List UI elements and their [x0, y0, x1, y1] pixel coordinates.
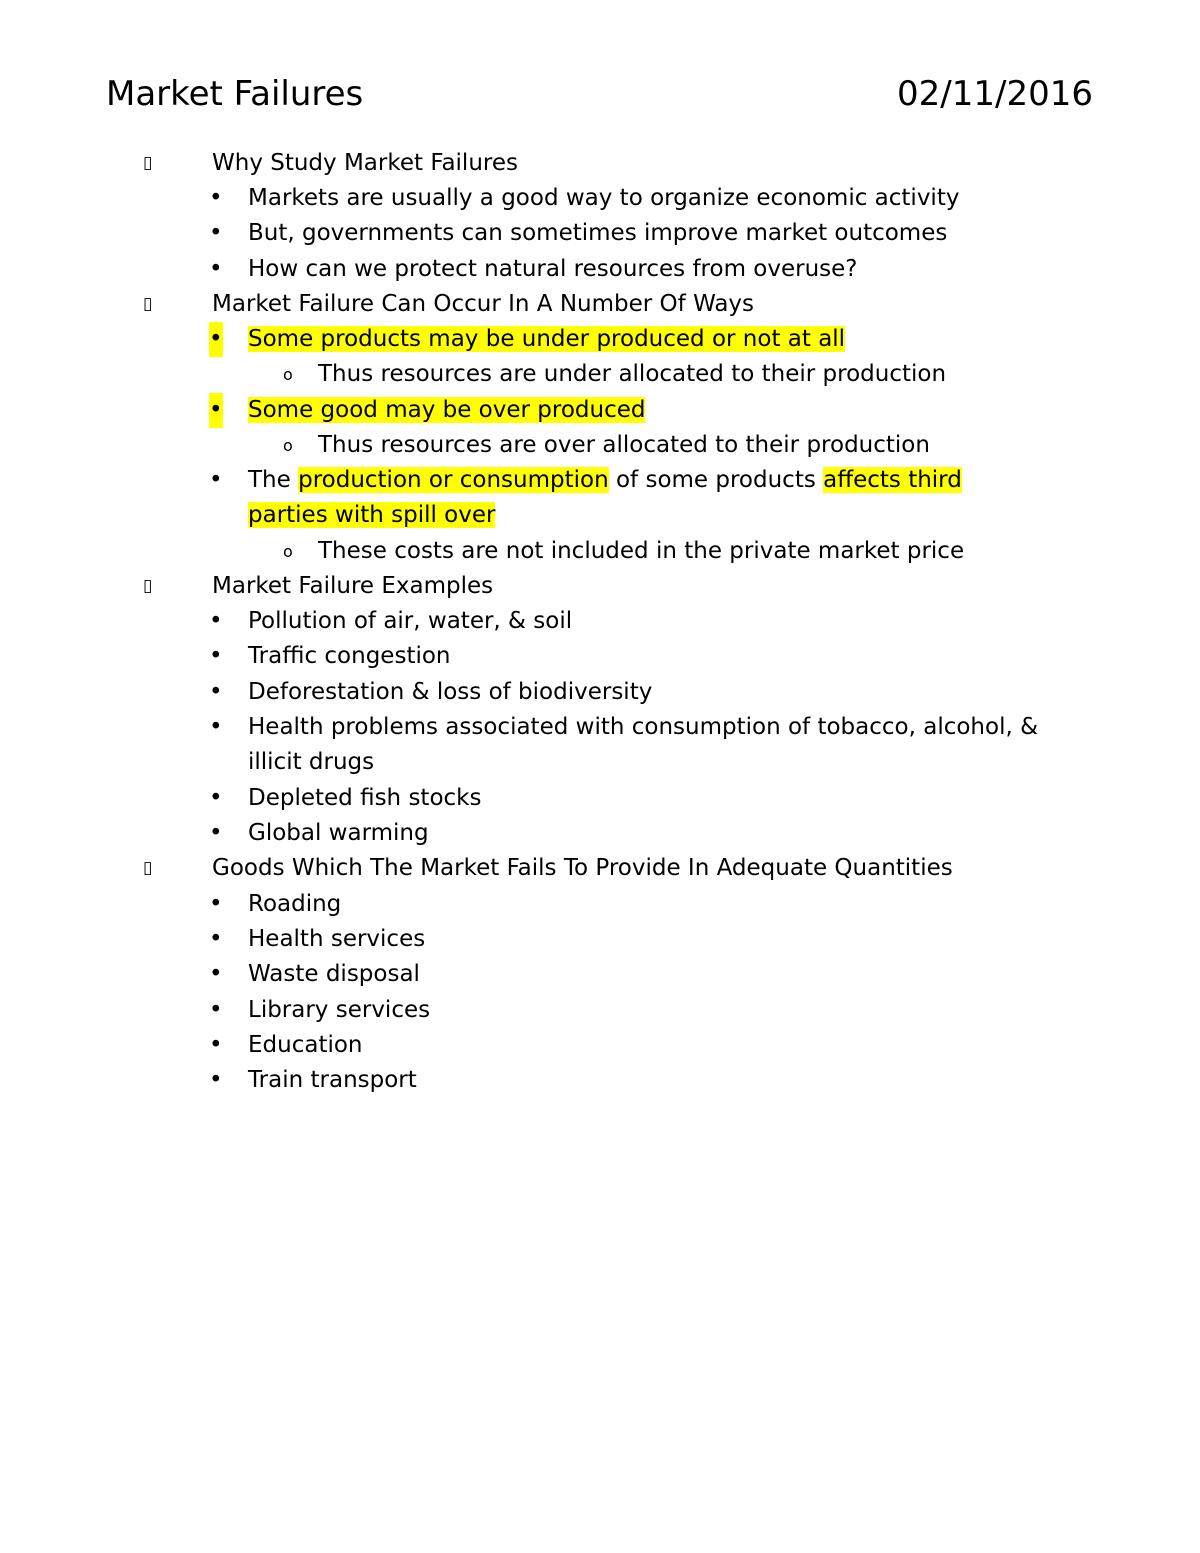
document-title: Market Failures	[106, 74, 364, 114]
section-heading: Goods Which The Market Fails To Provide In Adequate Quantities	[212, 855, 953, 881]
section-heading: Why Study Market Failures	[212, 150, 518, 176]
list-item: How can we protect natural resources from overuse?	[248, 256, 858, 282]
section-marker-icon: ▯	[143, 153, 153, 173]
bullet-icon: •	[209, 1067, 223, 1093]
list-item: Library services	[248, 997, 431, 1023]
bullet-icon: •	[209, 643, 223, 669]
section-heading: Market Failure Can Occur In A Number Of Ways	[212, 291, 755, 317]
highlighted-text: production or consumption	[298, 467, 609, 493]
list-item: Traffic congestion	[248, 643, 451, 669]
document-date: 02/11/2016	[897, 74, 1093, 114]
highlighted-text: Some good may be over produced	[248, 397, 646, 423]
highlighted-text: Some products may be under produced or not at all	[248, 326, 846, 352]
bullet-icon: •	[209, 820, 223, 846]
list-item: Depleted fish stocks	[248, 785, 482, 811]
list-item: Education	[248, 1032, 363, 1058]
bullet-icon: •	[209, 185, 223, 211]
list-item: Health services	[248, 926, 426, 952]
sub-list-item: Thus resources are under allocated to their production	[318, 361, 947, 387]
sub-bullet-icon: o	[283, 542, 293, 561]
bullet-icon: •	[209, 393, 223, 428]
list-item: But, governments can sometimes improve market outcomes	[248, 220, 948, 246]
list-item: Waste disposal	[248, 961, 420, 987]
bullet-icon: •	[209, 785, 223, 811]
list-item: Global warming	[248, 820, 429, 846]
section-heading: Market Failure Examples	[212, 573, 494, 599]
bullet-icon: •	[209, 1032, 223, 1058]
bullet-icon: •	[209, 997, 223, 1023]
bullet-icon: •	[209, 714, 223, 740]
bullet-icon: •	[209, 608, 223, 634]
sub-bullet-icon: o	[283, 436, 293, 455]
section-marker-icon: ▯	[143, 576, 153, 596]
list-item: Train transport	[248, 1067, 417, 1093]
list-item: Roading	[248, 891, 342, 917]
bullet-icon: •	[209, 679, 223, 705]
bullet-icon: •	[209, 926, 223, 952]
bullet-icon: •	[209, 961, 223, 987]
section-marker-icon: ▯	[143, 858, 153, 878]
list-item-text: of some products	[608, 467, 824, 493]
list-item: Health problems associated with consumption of tobacco, alcohol, &	[248, 714, 1039, 740]
section-marker-icon: ▯	[143, 294, 153, 314]
list-item	[248, 322, 845, 357]
highlighted-text: affects third	[823, 467, 962, 493]
sub-list-item: Thus resources are over allocated to their production	[318, 432, 930, 458]
list-item: Deforestation & loss of biodiversity	[248, 679, 653, 705]
highlighted-text: parties with spill over	[248, 502, 496, 528]
list-item	[248, 393, 645, 428]
bullet-icon: •	[209, 891, 223, 917]
bullet-icon: •	[209, 322, 223, 357]
list-item: Pollution of air, water, & soil	[248, 608, 573, 634]
list-item: Markets are usually a good way to organize economic activity	[248, 185, 960, 211]
sub-bullet-icon: o	[283, 365, 293, 384]
list-item-continuation: illicit drugs	[248, 749, 375, 775]
bullet-icon: •	[209, 220, 223, 246]
sub-list-item: These costs are not included in the private market price	[318, 538, 965, 564]
list-item-continuation	[248, 498, 495, 533]
bullet-icon: •	[209, 467, 223, 493]
list-item	[248, 463, 962, 498]
bullet-icon: •	[209, 256, 223, 282]
list-item-text: The	[248, 467, 299, 493]
